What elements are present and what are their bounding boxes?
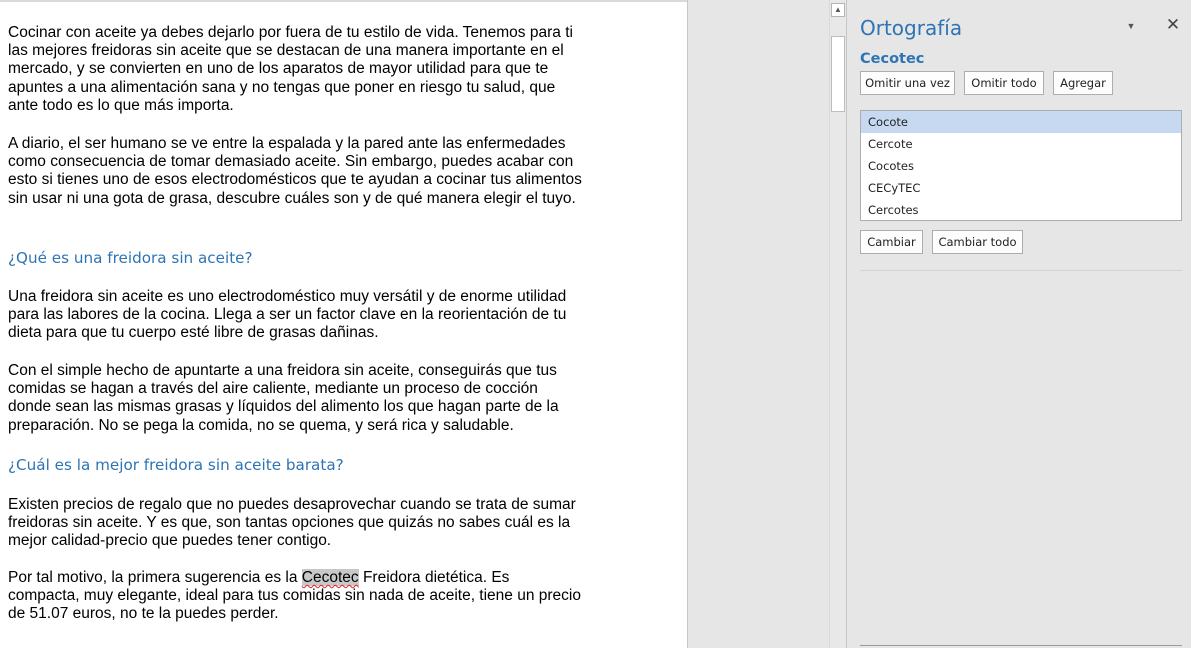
suggestions-list[interactable] (860, 110, 1182, 221)
scroll-up-arrow-icon[interactable]: ▲ (831, 3, 845, 17)
paragraph-1[interactable]: Cocinar con aceite ya debes dejarlo por fuera de tu estilo de vida. Tenemos para ti las mejores freidoras sin aceite que se destacan de una manera importante en el mercado, y se convierten en uno de los aparatos de mayor utilidad para que te apuntes a una alimentación sana y no tengas que poner en riesgo tu salud, que ante todo es lo que más importa. (8, 24, 573, 114)
heading-best-cheap[interactable]: ¿Cuál es la mejor freidora sin aceite barata? (8, 456, 344, 474)
heading-what-is[interactable]: ¿Qué es una freidora sin aceite? (8, 249, 253, 267)
paragraph-5[interactable]: Existen precios de regalo que no puedes desaprovechar cuando se trata de sumar freidoras sin aceite. Y es que, son tantas opciones que quizás no sabes cuál es la mejor calidad-precio que puedes tener contigo. (8, 496, 576, 550)
ignore-all-button[interactable]: Omitir todo (964, 71, 1044, 95)
add-button[interactable]: Agregar (1053, 71, 1113, 95)
page-top-edge (0, 0, 687, 2)
paragraph-6-end: Freidora dietética. Es compacta, muy elegante, ideal para tus comidas sin nada de aceite, tiene un precio de 51.07 euros, no te la puedes perder. (8, 569, 581, 623)
scroll-thumb[interactable] (831, 36, 845, 112)
paragraph-6-start: Por tal motivo, la primera sugerencia es la (8, 569, 302, 586)
suggestion-item[interactable]: Cercote (868, 137, 913, 151)
suggestion-item[interactable]: Cercotes (868, 203, 919, 217)
spelling-pane (846, 0, 1191, 648)
chevron-down-icon[interactable]: ▼ (1126, 21, 1136, 31)
suggestion-item[interactable]: CECyTEC (868, 181, 921, 195)
pane-title: Ortografía (860, 16, 963, 40)
paragraph-6[interactable] (8, 569, 583, 624)
misspelled-word[interactable]: Cecotec (301, 569, 359, 586)
divider (860, 645, 1182, 646)
divider (860, 270, 1182, 271)
paragraph-4[interactable]: Con el simple hecho de apuntarte a una freidora sin aceite, conseguirás que tus comidas se hagan a través del aire caliente, mediante un proceso de cocción donde sean las mismas grasas y líquidos del alimento los que hagan parte de la preparación. No se pega la comida, no se quema, y será rica y saludable. (8, 362, 559, 434)
vertical-scrollbar[interactable] (829, 0, 846, 648)
close-icon[interactable]: ✕ (1165, 15, 1181, 34)
paragraph-2[interactable]: A diario, el ser humano se ve entre la espalada y la pared ante las enfermedades como consecuencia de tomar demasiado aceite. Sin embargo, puedes acabar con esto si tienes uno de esos electrodomésticos que te ayudan a cocinar tus alimentos sin usar ni una gota de grasa, descubre cuáles son y de qué manera elegir el tuyo. (8, 135, 582, 207)
suggestion-item[interactable]: Cocote (861, 111, 1181, 133)
suggestion-item[interactable]: Cocotes (868, 159, 914, 173)
ignore-once-button[interactable]: Omitir una vez (860, 71, 955, 95)
paragraph-3[interactable]: Una freidora sin aceite es uno electrodoméstico muy versátil y de enorme utilidad para las labores de la cocina. Llega a ser un factor clave en la reorientación de tu dieta para que tu cuerpo esté libre de grasas dañinas. (8, 288, 567, 342)
change-button[interactable]: Cambiar (860, 230, 923, 254)
misspelled-word-label: Cecotec (860, 51, 925, 67)
document-margin (687, 0, 829, 648)
change-all-button[interactable]: Cambiar todo (932, 230, 1023, 254)
